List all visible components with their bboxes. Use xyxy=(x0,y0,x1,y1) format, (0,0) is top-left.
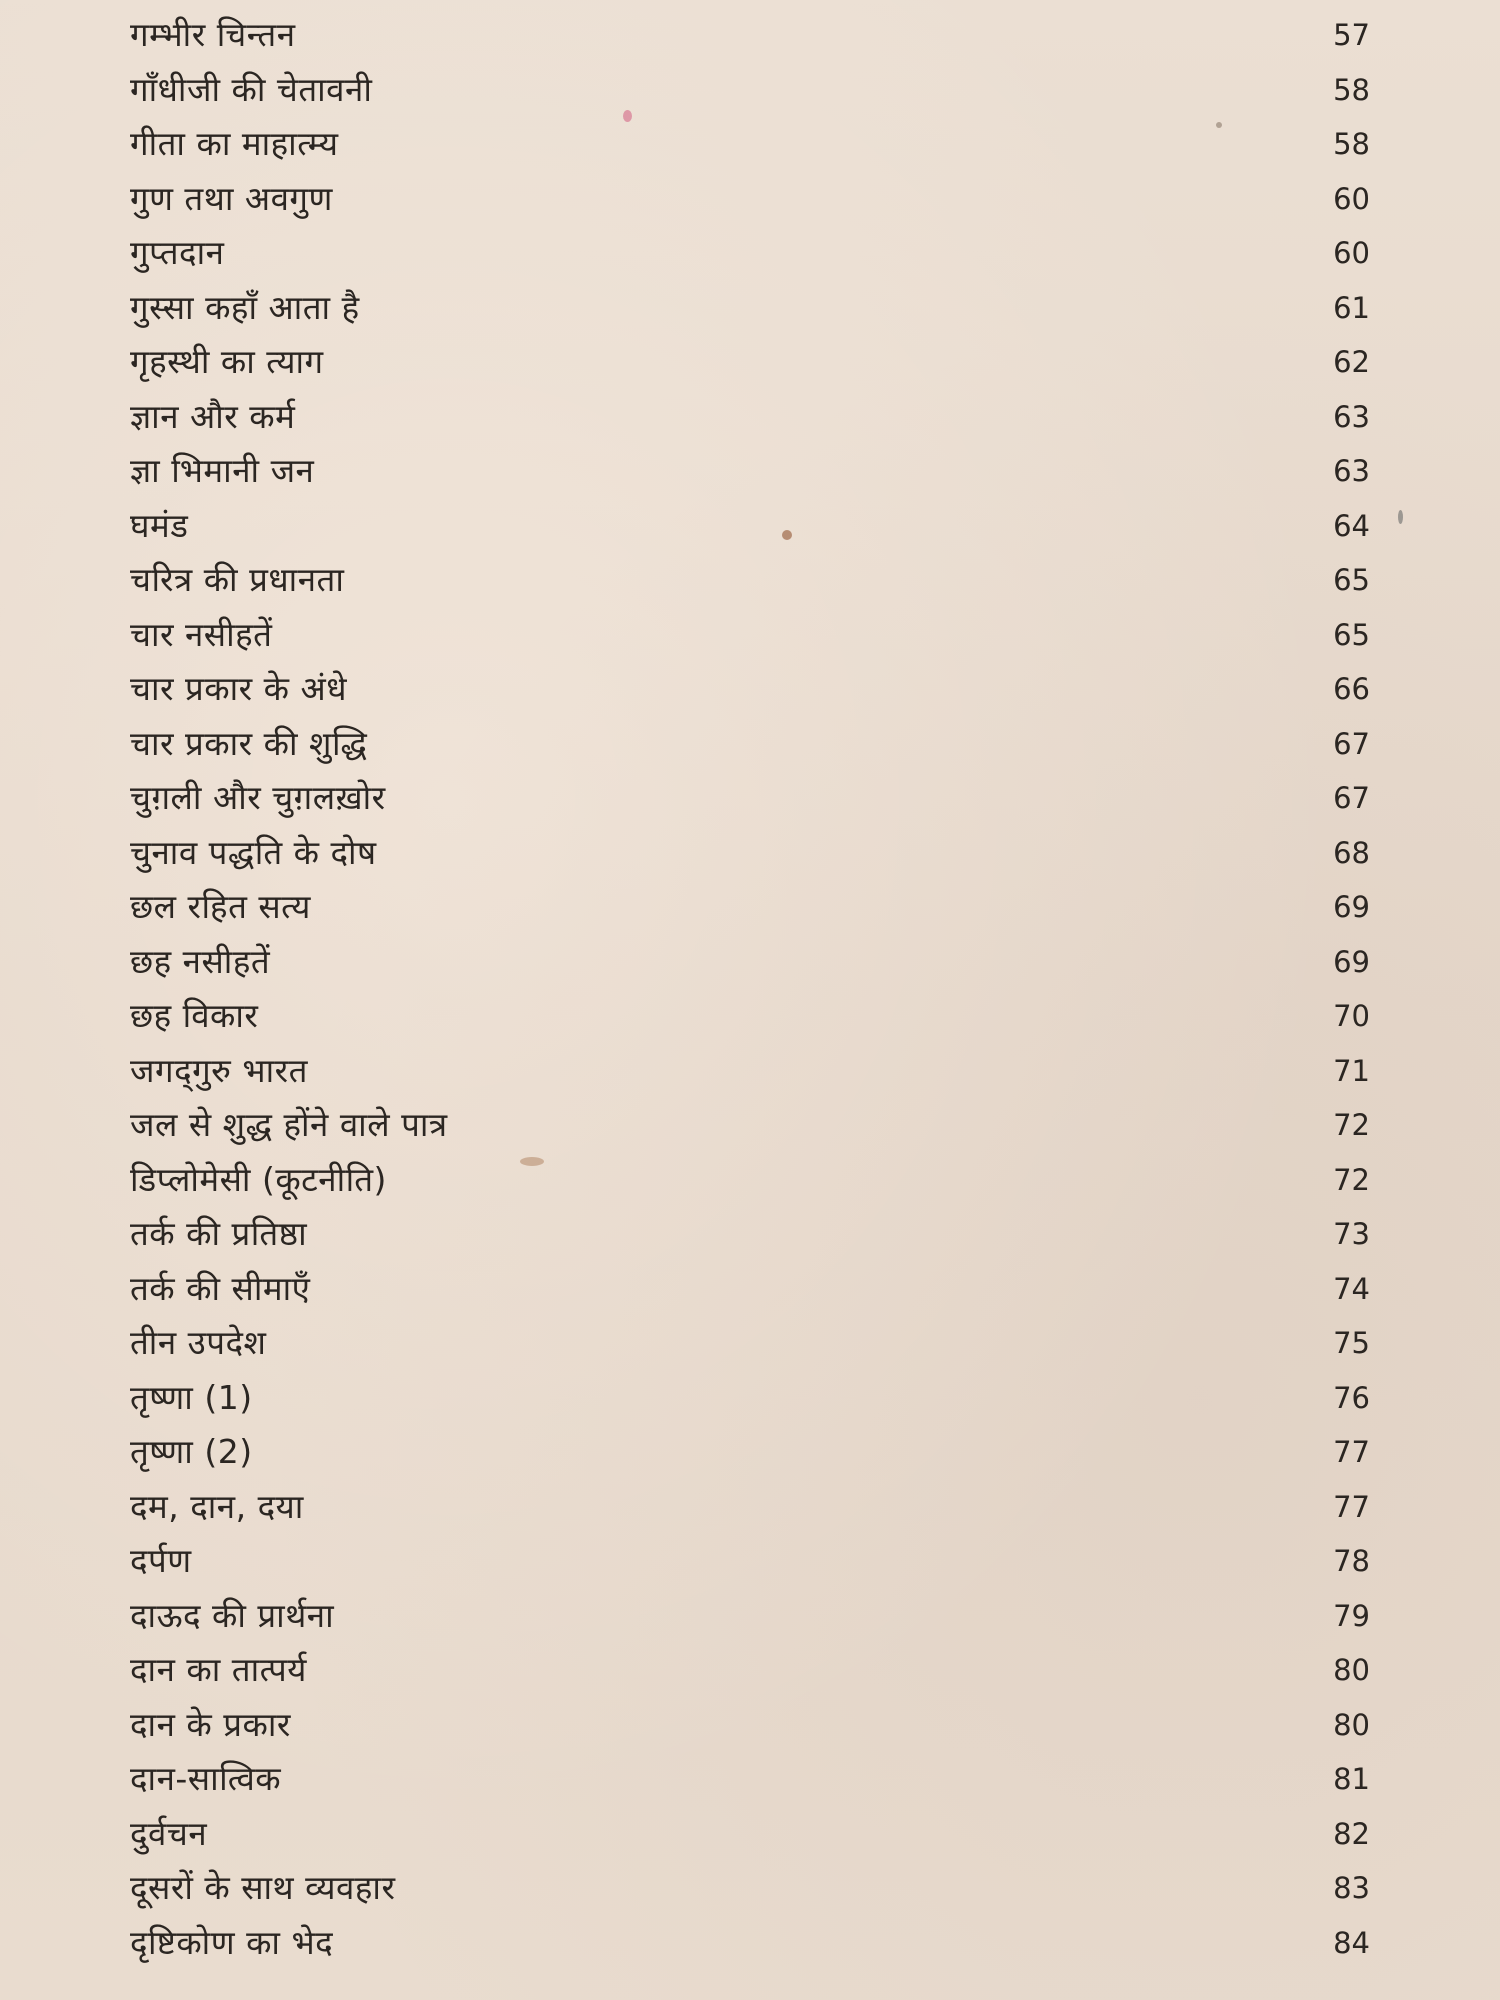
toc-entry-page-number: 65 xyxy=(1333,563,1370,597)
toc-entry-page-number: 83 xyxy=(1333,1871,1370,1905)
toc-entry xyxy=(0,339,1500,394)
toc-entry-page-number: 58 xyxy=(1333,72,1370,107)
toc-entry-title: तर्क की प्रतिष्ठा xyxy=(130,1214,308,1253)
toc-entry-title: दर्पण xyxy=(130,1541,192,1580)
toc-entry xyxy=(0,1048,1500,1103)
toc-entry-page-number: 77 xyxy=(1333,1435,1370,1469)
toc-entry xyxy=(0,1702,1500,1757)
toc-entry-title: दूसरों के साथ व्यवहार xyxy=(130,1868,396,1907)
toc-entry xyxy=(0,285,1500,340)
toc-entry xyxy=(0,1538,1500,1593)
toc-entry-title: तीन उपदेश xyxy=(130,1323,267,1362)
toc-entry-title: चरित्र की प्रधानता xyxy=(130,560,345,599)
toc-entry xyxy=(0,612,1500,667)
toc-entry-page-number: 81 xyxy=(1333,1762,1370,1796)
toc-entry-page-number: 73 xyxy=(1333,1217,1370,1251)
toc-entry xyxy=(0,1756,1500,1811)
toc-entry-title: चार प्रकार के अंधे xyxy=(130,669,347,708)
toc-entry-title: दान के प्रकार xyxy=(130,1704,291,1744)
toc-entry xyxy=(0,939,1500,994)
toc-entry-title: तृष्णा (1) xyxy=(130,1377,253,1417)
toc-entry xyxy=(0,503,1500,558)
toc-entry-page-number: 72 xyxy=(1333,1162,1370,1197)
toc-entry xyxy=(0,721,1500,776)
toc-entry xyxy=(0,67,1500,122)
toc-entry-title: दुर्वचन xyxy=(130,1813,208,1853)
toc-entry-page-number: 79 xyxy=(1333,1598,1370,1633)
toc-entry xyxy=(0,884,1500,939)
toc-entry xyxy=(0,1266,1500,1321)
toc-entry-page-number: 69 xyxy=(1333,944,1370,979)
toc-entry-title: गीता का माहात्म्य xyxy=(130,124,339,163)
toc-entry-title: गुस्सा कहाँ आता है xyxy=(130,287,360,327)
toc-entry-page-number: 60 xyxy=(1333,181,1370,216)
toc-entry-page-number: 60 xyxy=(1333,236,1370,270)
toc-entry-page-number: 80 xyxy=(1333,1653,1370,1687)
toc-entry xyxy=(0,1484,1500,1539)
toc-entry-title: डिप्लोमेसी (कूटनीति) xyxy=(130,1159,387,1199)
toc-entry-title: गाँधीजी की चेतावनी xyxy=(130,69,373,109)
toc-entry-title: छह विकार xyxy=(130,996,259,1035)
toc-entry-page-number: 62 xyxy=(1333,345,1370,379)
toc-entry-page-number: 68 xyxy=(1333,835,1370,870)
toc-entry-page-number: 69 xyxy=(1333,890,1370,924)
toc-entry-title: गम्भीर चिन्तन xyxy=(130,15,296,54)
toc-entry xyxy=(0,1593,1500,1648)
toc-entry-title: तर्क की सीमाएँ xyxy=(130,1268,311,1308)
table-of-contents xyxy=(0,12,1500,1974)
toc-entry-title: चार नसीहतें xyxy=(130,614,273,654)
toc-entry-title: ज्ञान और कर्म xyxy=(130,396,296,436)
toc-entry-title: दम, दान, दया xyxy=(130,1486,304,1526)
toc-entry xyxy=(0,176,1500,231)
toc-entry-title: तृष्णा (2) xyxy=(130,1432,253,1471)
toc-entry-page-number: 63 xyxy=(1333,399,1370,434)
toc-entry-title: ज्ञा भिमानी जन xyxy=(130,451,315,490)
toc-entry-page-number: 71 xyxy=(1333,1053,1370,1088)
toc-entry-page-number: 66 xyxy=(1333,672,1370,706)
toc-entry xyxy=(0,1920,1500,1975)
toc-entry xyxy=(0,1647,1500,1702)
toc-entry xyxy=(0,830,1500,885)
toc-entry-page-number: 67 xyxy=(1333,781,1370,815)
toc-entry-title: चुनाव पद्धति के दोष xyxy=(130,832,377,872)
toc-entry xyxy=(0,394,1500,449)
toc-entry-page-number: 75 xyxy=(1333,1326,1370,1360)
toc-entry-title: चार प्रकार की शुद्धि xyxy=(130,723,368,763)
toc-entry-page-number: 74 xyxy=(1333,1271,1370,1306)
toc-entry-title: छल रहित सत्य xyxy=(130,887,311,926)
toc-entry xyxy=(0,12,1500,67)
toc-entry-title: दान का तात्पर्य xyxy=(130,1650,307,1689)
toc-entry-page-number: 72 xyxy=(1333,1108,1370,1142)
toc-entry-page-number: 76 xyxy=(1333,1380,1370,1415)
toc-entry xyxy=(0,1157,1500,1212)
toc-entry-page-number: 82 xyxy=(1333,1816,1370,1851)
toc-entry xyxy=(0,1375,1500,1430)
toc-entry-title: दृष्टिकोण का भेद xyxy=(130,1922,334,1962)
toc-entry-page-number: 80 xyxy=(1333,1707,1370,1742)
toc-entry-title: घमंड xyxy=(130,505,189,545)
toc-entry xyxy=(0,1429,1500,1484)
toc-entry-title: गुण तथा अवगुण xyxy=(130,178,333,218)
toc-entry xyxy=(0,557,1500,612)
toc-entry xyxy=(0,666,1500,721)
toc-entry xyxy=(0,1320,1500,1375)
toc-entry-title: दान-सात्विक xyxy=(130,1759,282,1798)
toc-entry-page-number: 58 xyxy=(1333,127,1370,161)
toc-entry-page-number: 78 xyxy=(1333,1544,1370,1578)
toc-entry-page-number: 65 xyxy=(1333,617,1370,652)
toc-entry-title: छह नसीहतें xyxy=(130,941,271,981)
toc-entry-title: गृहस्थी का त्याग xyxy=(130,342,324,381)
toc-entry xyxy=(0,1865,1500,1920)
toc-entry-page-number: 77 xyxy=(1333,1489,1370,1524)
toc-entry-title: जगद्‌गुरु भारत xyxy=(130,1050,308,1090)
toc-entry-title: दाऊद की प्रार्थना xyxy=(130,1595,335,1635)
toc-entry-title: चुग़ली और चुग़लख़ोर xyxy=(130,778,386,817)
toc-entry xyxy=(0,1811,1500,1866)
toc-entry-title: जल से शुद्ध होंने वाले पात्र xyxy=(130,1105,448,1144)
toc-entry-page-number: 61 xyxy=(1333,290,1370,325)
toc-entry xyxy=(0,121,1500,176)
toc-entry-page-number: 84 xyxy=(1333,1925,1370,1960)
toc-entry xyxy=(0,1102,1500,1157)
toc-entry xyxy=(0,448,1500,503)
toc-entry-page-number: 67 xyxy=(1333,726,1370,761)
toc-entry xyxy=(0,775,1500,830)
toc-entry xyxy=(0,993,1500,1048)
toc-entry-page-number: 70 xyxy=(1333,999,1370,1033)
toc-entry-page-number: 57 xyxy=(1333,18,1370,52)
toc-entry xyxy=(0,1211,1500,1266)
toc-entry-page-number: 63 xyxy=(1333,454,1370,488)
toc-entry xyxy=(0,230,1500,285)
toc-entry-title: गुप्तदान xyxy=(130,233,225,272)
toc-entry-page-number: 64 xyxy=(1333,508,1370,543)
